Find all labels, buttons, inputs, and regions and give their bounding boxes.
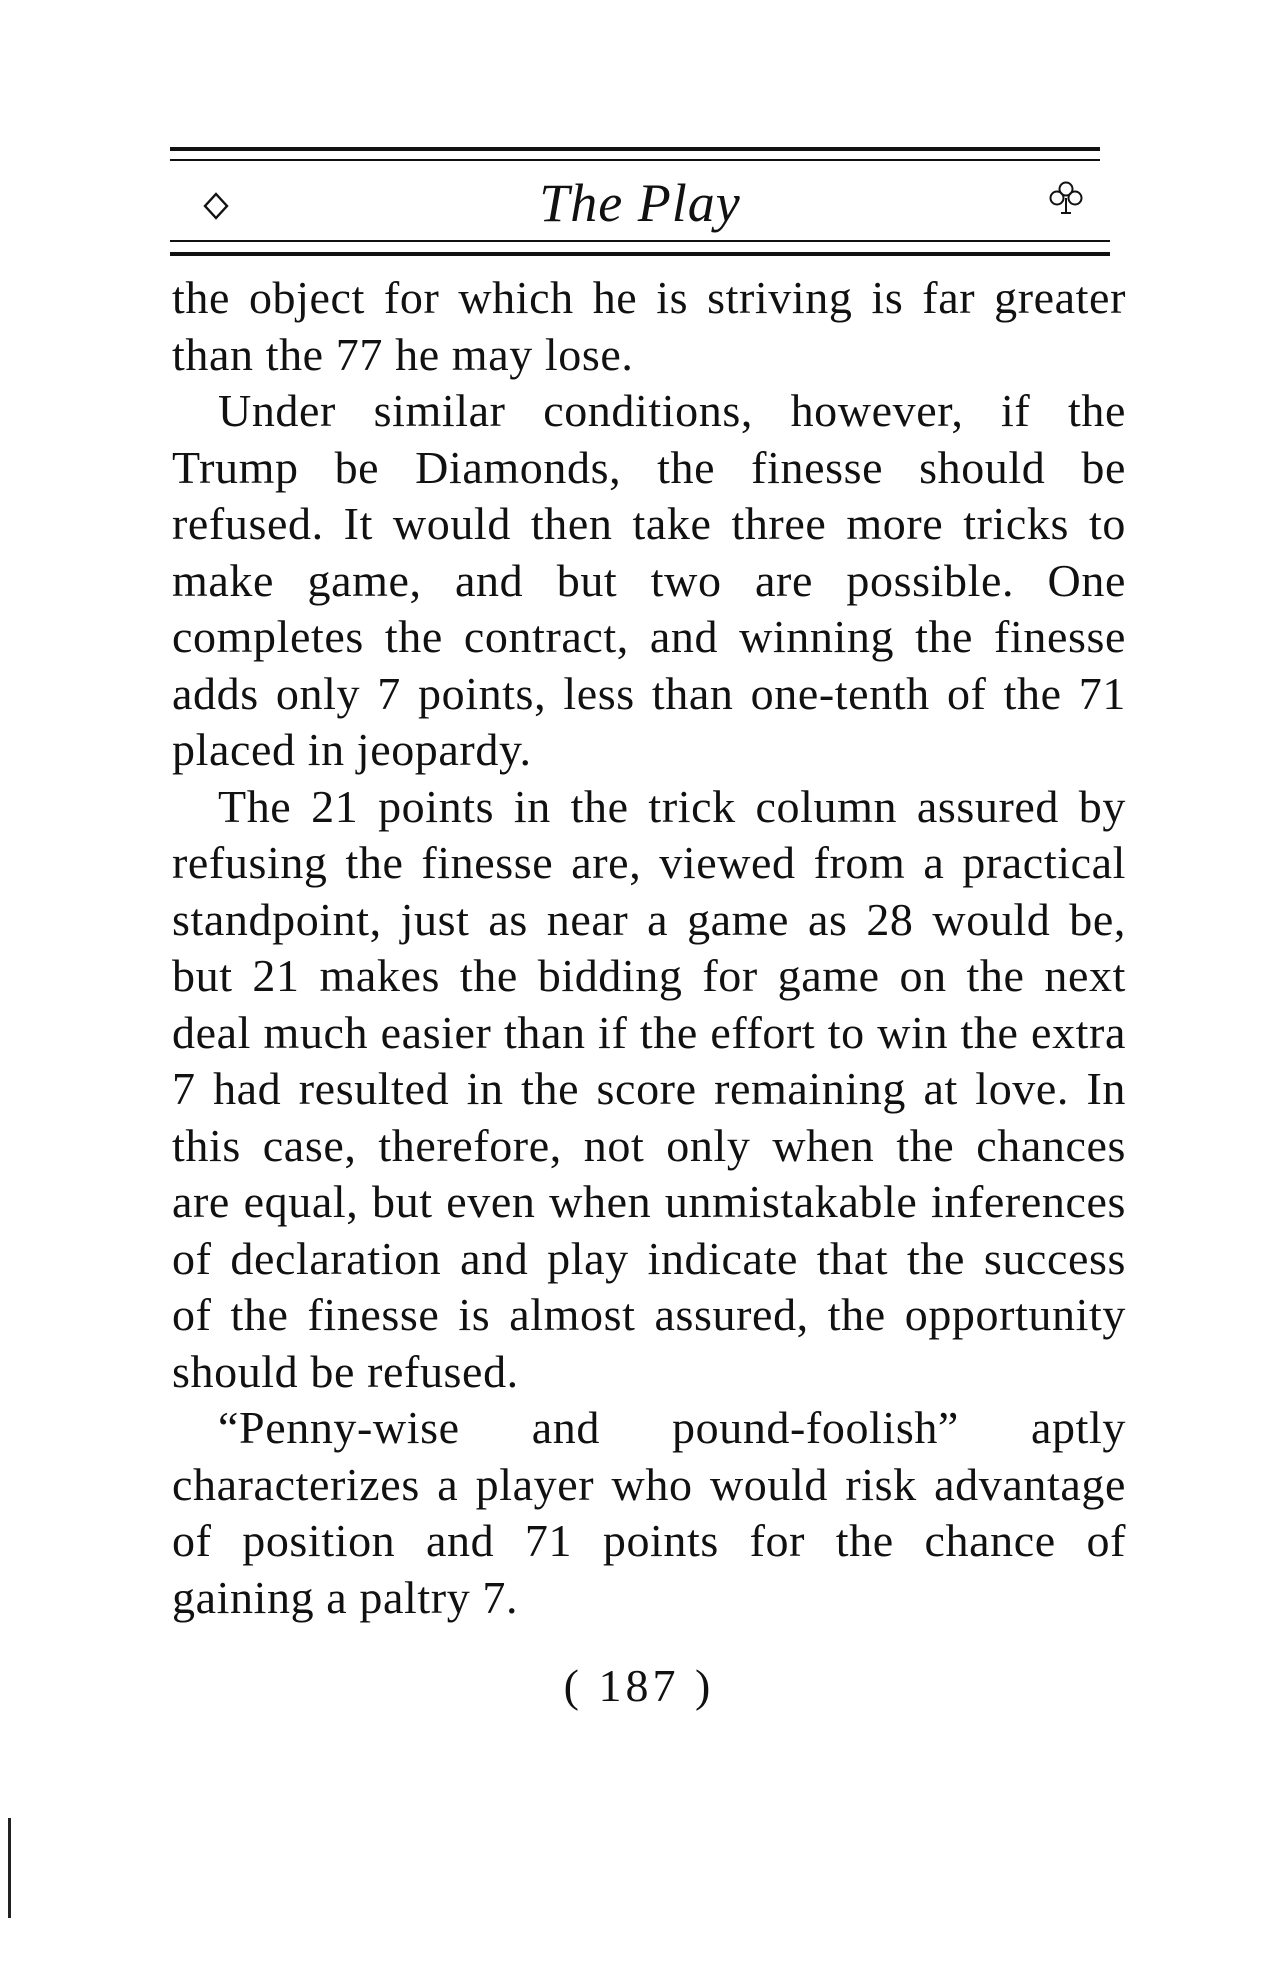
paragraph-continued: the object for which he is striving is far greater than the 77 he may lose. — [172, 272, 1126, 380]
header-rule-top-thin — [170, 159, 1100, 161]
paragraph: Under similar conditions, however, if the Trump be Diamonds, the finesse should be refused. It would then take three more tricks to make game, and but two are possible. One completes the contract, and winning the finesse adds only 7 points, less than one-tenth of the 71 placed in jeopardy. — [172, 385, 1126, 775]
paragraph: The 21 points in the trick column assured by refusing the finesse are, viewed from a practical standpoint, just as near a game as 28 would be, but 21 makes the bidding for game on the next deal much easier than if the effort to win the extra 7 had resulted in the score remaining at love. In this case, therefore, not only when the chances are equal, but even when unmistakable inferences of declaration and play indicate that the success of the finesse is almost assured, the opportunity should be refused. — [172, 780, 1126, 1397]
scan-edge-mark — [8, 1818, 11, 1918]
page-number: ( 187 ) — [563, 1660, 715, 1711]
running-title: The Play — [539, 173, 741, 233]
header-rule-top-thick — [170, 147, 1100, 151]
body-text — [172, 270, 1126, 1626]
paragraph: “Penny-wise and pound-foolish” aptly characterizes a player who would risk advantage of position and 71 points for the chance of gaining a paltry 7. — [172, 1402, 1126, 1623]
club-suit-icon — [1046, 180, 1086, 216]
running-header — [170, 172, 1110, 234]
header-rule-bottom-thick — [170, 252, 1110, 256]
header-rule-bottom-thin — [170, 240, 1110, 242]
